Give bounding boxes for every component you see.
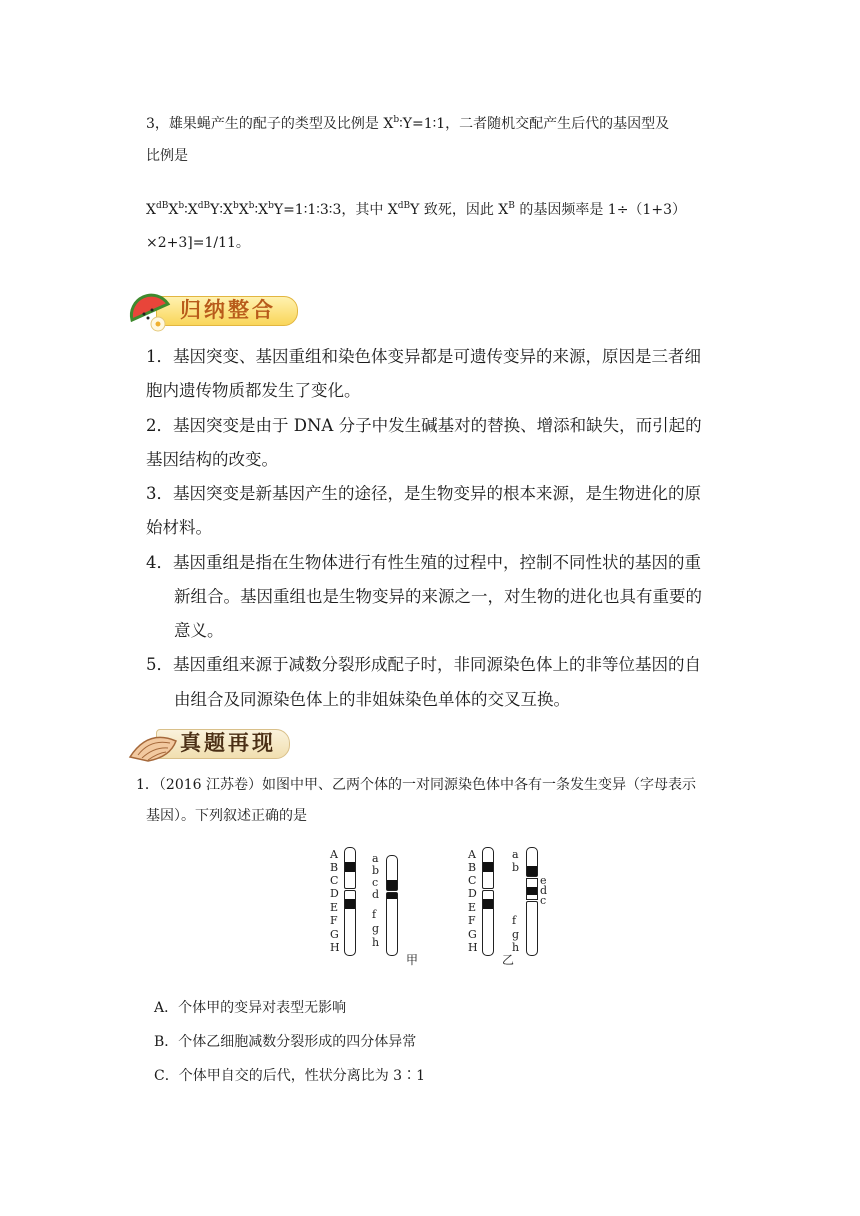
gene-label: f	[512, 914, 517, 927]
gene-label: h	[372, 936, 380, 949]
summary-item-5-line-1: 5．基因重组来源于减数分裂形成配子时，非同源染色体上的非等位基因的自	[146, 655, 701, 674]
gene-label: f	[372, 908, 377, 921]
summary-item-1-line-2: 胞内遗传物质都发生了变化。	[146, 381, 361, 400]
summary-banner-title: 归纳整合	[180, 298, 276, 322]
gene-label: C	[330, 874, 339, 887]
chromosome-yi-right-inverted-segment	[526, 878, 538, 900]
gene-label: G	[468, 928, 477, 941]
analysis-line-3: $X^{dB}X^b∶X^{dB}Y∶X^bX^b∶X^bY=1∶1∶3∶3$，其中 $X^{dB}Y$ 致死，因此 $X^B$ 的基因频率是 1÷（1+3）	[146, 201, 686, 218]
chromosome-yi-right-lower	[526, 901, 538, 956]
summary-item-4-line-2: 新组合。基因重组也是生物变异的来源之一，对生物的进化也具有重要的	[174, 587, 702, 606]
option-c: C．个体甲自交的后代，性状分离比为 3∶1	[154, 1068, 425, 1084]
gene-label: B	[330, 861, 339, 874]
caption-jia: 甲	[406, 953, 419, 967]
gene-label: c	[372, 876, 379, 889]
gene-label: b	[512, 861, 520, 874]
question-line-1: 1．（2016 江苏卷）如图中甲、乙两个体的一对同源染色体中各有一条发生变异（字母表示	[136, 777, 696, 793]
summary-item-4-line-1: 4．基因重组是指在生物体进行有性生殖的过程中，控制不同性状的基因的重	[146, 553, 701, 572]
exam-banner	[128, 723, 298, 763]
gene-label: g	[512, 928, 520, 941]
chromosome-jia-left-upper	[344, 847, 356, 889]
gene-label: g	[372, 922, 380, 935]
gene-label: b	[372, 864, 380, 877]
gene-label: E	[330, 901, 339, 914]
summary-item-3-line-2: 始材料。	[146, 518, 212, 537]
gene-label: D	[330, 887, 339, 900]
gene-label: d	[372, 888, 380, 901]
gene-label: A	[330, 848, 338, 861]
summary-item-3-line-1: 3．基因突变是新基因产生的途径，是生物变异的根本来源，是生物进化的原	[146, 484, 701, 503]
exam-banner-title: 真题再现	[180, 731, 276, 755]
gene-label: a	[512, 848, 519, 861]
gene-label: h	[512, 941, 520, 954]
seashell-icon	[128, 727, 180, 765]
gene-label: G	[330, 928, 339, 941]
summary-banner	[128, 290, 298, 330]
gene-label: F	[468, 914, 476, 927]
gene-label: e	[540, 874, 547, 887]
gene-label: H	[468, 941, 478, 954]
analysis-line-1: 3，雄果蝇产生的配子的类型及比例是 $X^b∶Y=1∶1$，二者随机交配产生后代的基因型及	[146, 115, 670, 132]
option-b: B．个体乙细胞减数分裂形成的四分体异常	[154, 1034, 417, 1050]
summary-item-2-line-1: 2．基因突变是由于 DNA 分子中发生碱基对的替换、增添和缺失，而引起的	[146, 416, 702, 435]
question-line-2: 基因）。下列叙述正确的是	[146, 808, 307, 824]
gene-label: H	[330, 941, 340, 954]
gene-label: A	[468, 848, 476, 861]
chromosome-figure	[326, 843, 582, 973]
gene-label: F	[330, 914, 338, 927]
watermelon-icon	[128, 290, 176, 334]
gene-label: c	[540, 894, 547, 907]
chromosome-yi-left-upper	[482, 847, 494, 889]
chromosome-jia-right-lower	[386, 892, 398, 956]
chromosome-yi-right-upper	[526, 847, 538, 877]
summary-item-5-line-2: 由组合及同源染色体上的非姐妹染色单体的交叉互换。	[174, 690, 570, 709]
analysis-line-2: 比例是	[146, 148, 188, 164]
chromosome-jia-left-lower	[344, 890, 356, 956]
gene-label: E	[468, 901, 477, 914]
gene-label: D	[468, 887, 477, 900]
chromosome-yi-left-lower	[482, 890, 494, 956]
gene-label: a	[372, 852, 379, 865]
gene-label: d	[540, 884, 548, 897]
summary-item-1-line-1: 1．基因突变、基因重组和染色体变异都是可遗传变异的来源，原因是三者细	[146, 347, 701, 366]
summary-item-4-line-3: 意义。	[174, 621, 224, 640]
summary-item-2-line-2: 基因结构的改变。	[146, 450, 278, 469]
caption-yi: 乙	[502, 953, 515, 967]
option-a: A．个体甲的变异对表型无影响	[154, 1000, 347, 1016]
analysis-line-4: ×2+3]=1/11。	[146, 235, 250, 251]
gene-label: C	[468, 874, 477, 887]
chromosome-jia-right-upper	[386, 855, 398, 891]
gene-label: B	[468, 861, 477, 874]
